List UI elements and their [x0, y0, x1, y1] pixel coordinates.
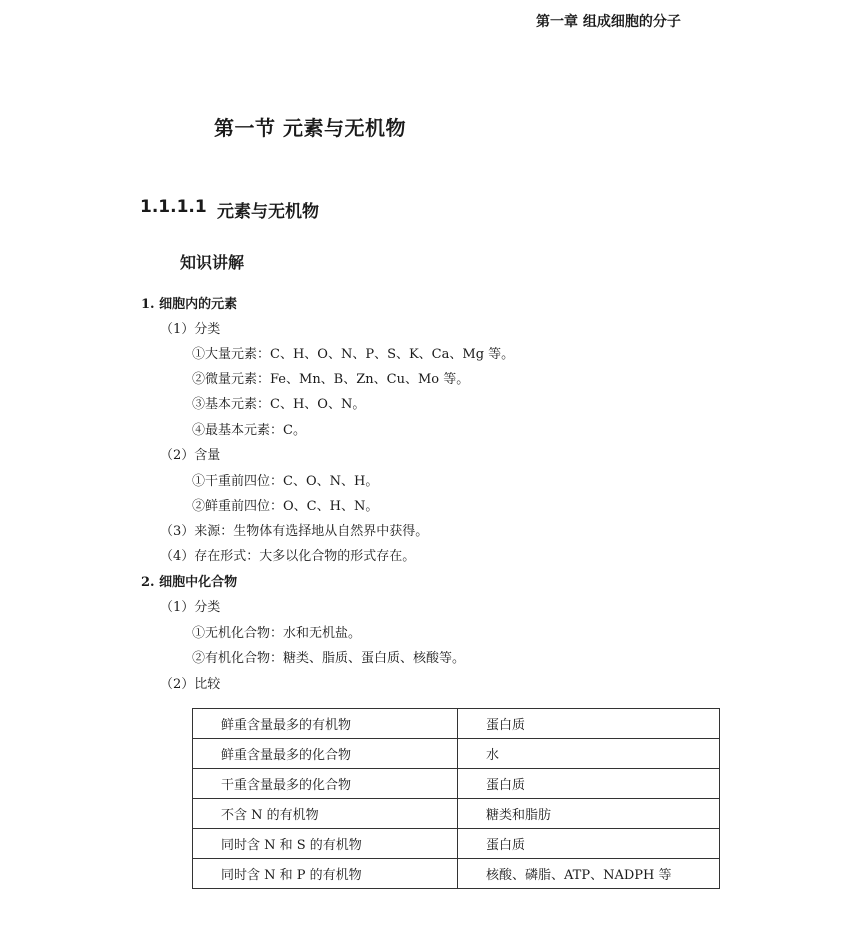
- table-row: [193, 709, 720, 739]
- list-item: ①无机化合物：水和无机盐。: [192, 626, 362, 641]
- table-cell: 鲜重含量最多的化合物: [193, 739, 458, 769]
- table-cell: 不含 N 的有机物: [193, 799, 458, 829]
- list-item: （2）比较: [160, 677, 221, 692]
- table-row: [193, 769, 720, 799]
- section-title: 第一节 元素与无机物: [214, 116, 406, 140]
- table-row: [193, 829, 720, 859]
- table-cell: 蛋白质: [458, 709, 720, 739]
- table-cell: 核酸、磷脂、ATP、NADPH 等: [458, 859, 720, 889]
- table-cell: 蛋白质: [458, 769, 720, 799]
- table-cell: 鲜重含量最多的有机物: [193, 709, 458, 739]
- table-cell: 水: [458, 739, 720, 769]
- list-item-heading: 2. 细胞中化合物: [141, 575, 238, 590]
- table-row: [193, 799, 720, 829]
- list-item: （1）分类: [160, 600, 221, 615]
- list-item-heading: 1. 细胞内的元素: [141, 297, 238, 312]
- list-item: （1）分类: [160, 322, 221, 337]
- subsection-title: 元素与无机物: [217, 202, 319, 222]
- table-row: [193, 739, 720, 769]
- list-item: ②微量元素：Fe、Mn、B、Zn、Cu、Mo 等。: [192, 372, 470, 387]
- list-item: ③基本元素：C、H、O、N。: [192, 397, 366, 412]
- list-item: ①大量元素：C、H、O、N、P、S、K、Ca、Mg 等。: [192, 347, 515, 362]
- comparison-table: [192, 708, 720, 889]
- list-item: （4）存在形式：大多以化合物的形式存在。: [160, 549, 416, 564]
- table-cell: 蛋白质: [458, 829, 720, 859]
- table-cell: 同时含 N 和 S 的有机物: [193, 829, 458, 859]
- table-row: [193, 859, 720, 889]
- list-item: （2）含量: [160, 448, 221, 463]
- running-header: 第一章 组成细胞的分子: [536, 14, 681, 30]
- list-item: ②鲜重前四位：O、C、H、N。: [192, 499, 379, 514]
- list-item: （3）来源：生物体有选择地从自然界中获得。: [160, 524, 429, 539]
- list-item: ①干重前四位：C、O、N、H。: [192, 474, 379, 489]
- knowledge-heading: 知识讲解: [180, 253, 245, 272]
- table-cell: 干重含量最多的化合物: [193, 769, 458, 799]
- subsection-number: 1.1.1.1: [140, 197, 207, 217]
- table-cell: 糖类和脂肪: [458, 799, 720, 829]
- list-item: ④最基本元素：C。: [192, 423, 306, 438]
- list-item: ②有机化合物：糖类、脂质、蛋白质、核酸等。: [192, 651, 466, 666]
- table-cell: 同时含 N 和 P 的有机物: [193, 859, 458, 889]
